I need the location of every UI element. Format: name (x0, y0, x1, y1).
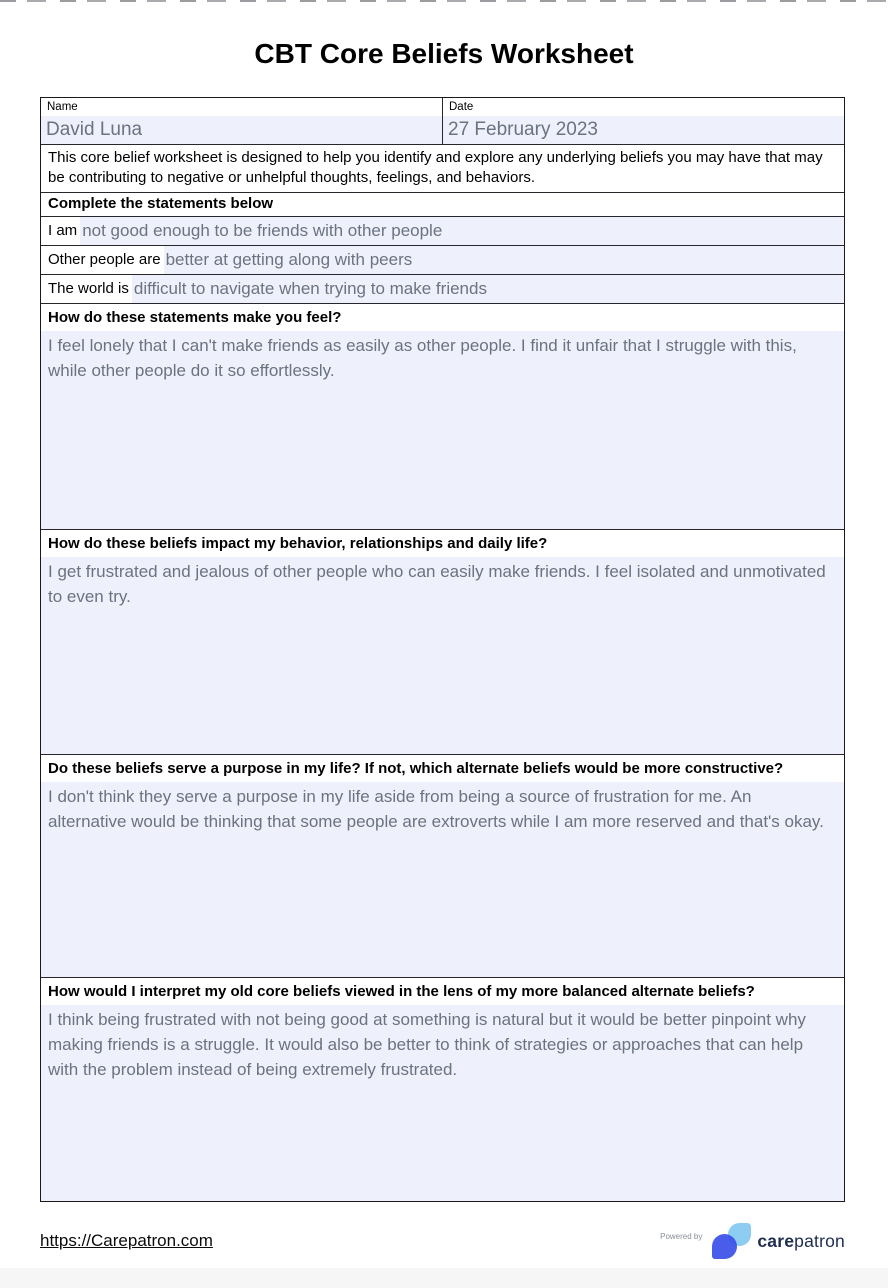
brand-patron-text: patron (794, 1230, 845, 1251)
answer-field-impact[interactable]: I get frustrated and jealous of other people who can easily make friends. I feel isolated and unmotivated to even try. (41, 557, 844, 754)
page-bottom-margin (0, 1268, 888, 1288)
page-title: CBT Core Beliefs Worksheet (254, 38, 634, 69)
worksheet-table (40, 97, 845, 1202)
logo-bubble-dark-icon (712, 1234, 737, 1259)
answer-field-feelings[interactable]: I feel lonely that I can't make friends as easily as other people. I find it unfair that I struggle with this, while other people do it so effortlessly. (41, 331, 844, 529)
question-impact: How do these beliefs impact my behavior, relationships and daily life? (41, 530, 844, 557)
carepatron-link[interactable]: https://Carepatron.com (40, 1231, 213, 1250)
powered-by-block (660, 1223, 845, 1260)
statement-field-i-am[interactable]: not good enough to be friends with other people (80, 217, 844, 245)
previous-page-edge (0, 0, 888, 2)
carepatron-wordmark (757, 1231, 845, 1252)
question-purpose: Do these beliefs serve a purpose in my life? If not, which alternate beliefs would be more constructive? (41, 755, 844, 782)
answer-field-purpose[interactable]: I don't think they serve a purpose in my life aside from being a source of frustration for me. An alternative would be thinking that some people are extroverts while I am more reserved and that's okay. (41, 782, 844, 977)
worksheet-description: This core belief worksheet is designed to help you identify and explore any underlying beliefs you may have that may be contributing to negative or unhelpful thoughts, feelings, and behaviors. (41, 144, 844, 192)
statement-prompt-other-people: Other people are (41, 246, 164, 274)
date-cell (443, 98, 844, 144)
carepatron-logo-icon (712, 1223, 752, 1260)
question-section-purpose (41, 754, 844, 977)
statements-section-header: Complete the statements below (41, 192, 844, 216)
statement-prompt-the-world: The world is (41, 275, 132, 303)
statement-field-other-people[interactable]: better at getting along with peers (164, 246, 844, 274)
statement-field-the-world[interactable]: difficult to navigate when trying to make friends (132, 275, 844, 303)
statement-row-other-people (41, 245, 844, 274)
name-date-row (41, 98, 844, 144)
date-label: Date (449, 101, 474, 113)
name-cell (41, 98, 443, 144)
question-section-reinterpret (41, 977, 844, 1201)
statement-row-i-am (41, 216, 844, 245)
statement-prompt-i-am: I am (41, 217, 80, 245)
question-section-feelings (41, 303, 844, 529)
date-field[interactable]: 27 February 2023 (443, 116, 844, 144)
question-feelings: How do these statements make you feel? (41, 304, 844, 331)
answer-field-reinterpret[interactable]: I think being frustrated with not being good at something is natural but it would be better pinpoint why making friends is a struggle. It would also be better to think of strategies or approaches that can help with the problem instead of being extremely frustrated. (41, 1005, 844, 1201)
powered-by-label: Powered by (660, 1231, 703, 1241)
name-field[interactable]: David Luna (41, 116, 442, 144)
name-label: Name (47, 101, 78, 113)
brand-care-text: care (757, 1230, 795, 1251)
question-section-impact (41, 529, 844, 754)
statement-row-the-world (41, 274, 844, 303)
question-reinterpret: How would I interpret my old core beliefs viewed in the lens of my more balanced alternate beliefs? (41, 978, 844, 1005)
footer (40, 1218, 845, 1264)
